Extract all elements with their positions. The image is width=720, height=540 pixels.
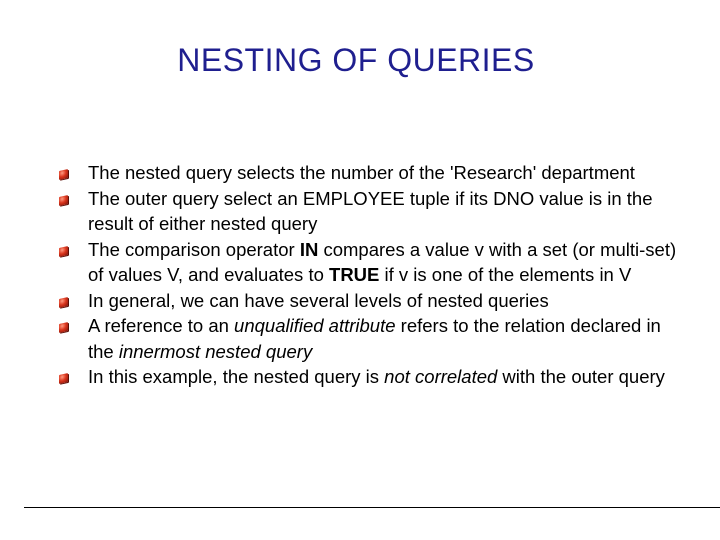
bullet-text-segment: A reference to an — [88, 315, 235, 336]
bullet-text-italic: innermost nested query — [118, 340, 313, 362]
bullet-text — [88, 290, 549, 311]
bullet-text-italic: unqualified attribute — [234, 315, 396, 336]
bullet-text-segment: with the outer query — [497, 366, 665, 387]
bullet-text — [88, 188, 653, 235]
bullet-item — [59, 237, 679, 288]
bullet-text-segment: In general, we can have several levels of nested queries — [88, 289, 549, 311]
bullet-icon — [59, 246, 68, 257]
bullet-icon — [59, 195, 68, 206]
bullet-text-bold: IN — [299, 238, 319, 260]
bullet-text-italic: not correlated — [384, 366, 498, 387]
bullet-icon — [59, 373, 68, 384]
bullet-text-segment: The comparison operator — [88, 238, 300, 260]
bullet-icon — [59, 297, 68, 308]
bullet-text — [88, 366, 665, 387]
footer-divider — [24, 507, 720, 508]
bullet-item — [59, 313, 679, 364]
bullet-text-segment: The nested query selects the number of the 'Research' department — [88, 162, 635, 183]
bullet-item — [59, 364, 679, 390]
bullet-text-segment: In this example, the nested query is — [88, 366, 385, 387]
bullet-text-segment: refers to the relation declared in the — [88, 315, 661, 362]
bullet-text — [88, 315, 661, 362]
bullet-item — [59, 160, 679, 186]
bullet-text-segment: The outer query select an EMPLOYEE tuple if its DNO value is in the result of either nested query — [88, 187, 653, 234]
bullet-item — [59, 186, 679, 237]
bullet-text-segment: compares a value v with a set (or multi-set) of values V, and evaluates to — [88, 238, 677, 285]
bullet-icon — [59, 322, 68, 333]
bullet-text — [88, 162, 635, 183]
bullet-list — [59, 160, 679, 390]
bullet-icon — [59, 169, 68, 180]
bullet-text — [88, 239, 676, 286]
bullet-item — [59, 288, 679, 314]
slide-title: NESTING OF QUERIES — [177, 42, 535, 78]
bullet-text-segment: if v is one of the elements in V — [379, 264, 632, 285]
bullet-text-bold: TRUE — [329, 264, 380, 285]
